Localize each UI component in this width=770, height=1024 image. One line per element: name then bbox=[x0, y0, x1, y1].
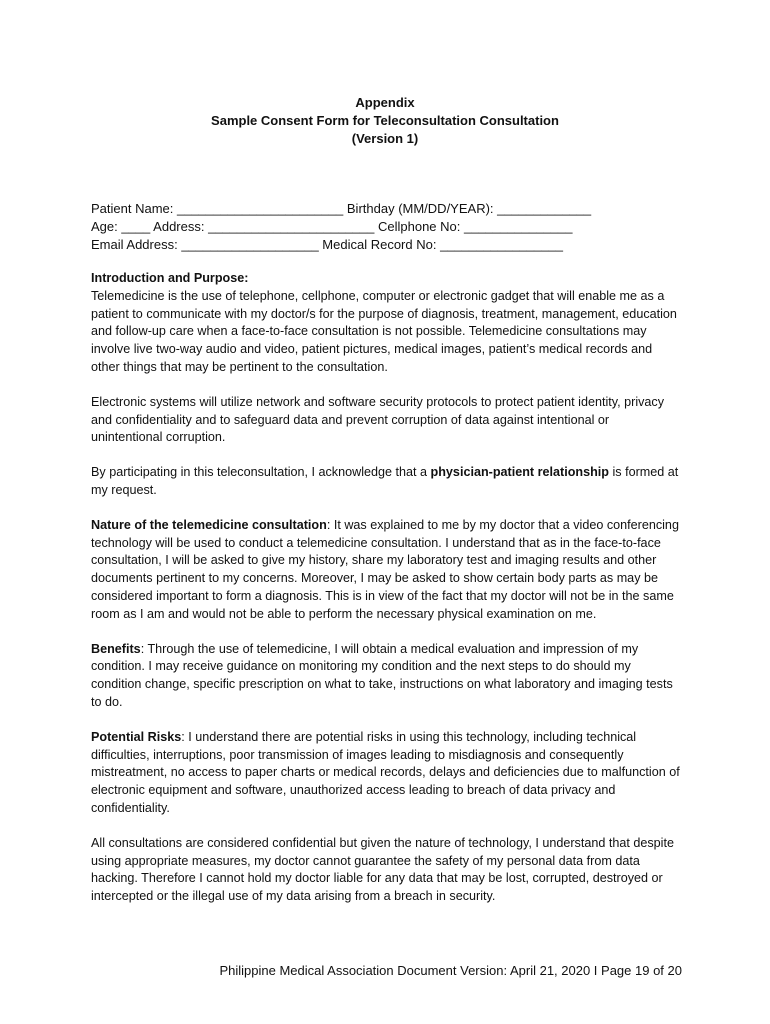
risks-text: : I understand there are potential risks in using this technology, including technical difficulties, interruptions, poor transmission of images leading to misdiagnosis and consequently mistreatment, no access to paper charts or medical records, delays and deficiencies due to malfunction of electronic equipment and software, unauthorized access leading to breach of data privacy and confidentiality. bbox=[91, 729, 680, 815]
page-footer: Philippine Medical Association Document Version: April 21, 2020 I Page 19 of 20 bbox=[219, 963, 682, 978]
benefits-label: Benefits bbox=[91, 641, 141, 656]
version-label: (Version 1) bbox=[351, 131, 419, 146]
intro-p3-text-after: is formed at my request. bbox=[91, 465, 679, 497]
document-header bbox=[0, 94, 770, 148]
nature-paragraph bbox=[91, 517, 681, 624]
appendix-heading: Appendix bbox=[355, 95, 415, 110]
patient-info-fields bbox=[91, 200, 691, 254]
benefits-paragraph bbox=[91, 641, 681, 712]
intro-heading: Introduction and Purpose: bbox=[91, 271, 249, 285]
nature-label: Nature of the telemedicine consultation bbox=[91, 517, 327, 532]
physician-patient-relationship-term: physician-patient relationship bbox=[430, 465, 609, 480]
email-record-row: Email Address: ___________________ Medical Record No: _________________ bbox=[91, 237, 563, 252]
confidentiality-paragraph: All consultations are considered confidential but given the nature of technology, I understand that despite using appropriate measures, my doctor cannot guarantee the safety of my personal data from data hacking. Therefore I cannot hold my doctor liable for any data that may be lost, corrupted, destroyed or intercepted or the illegal use of my data arising from a breach in security. bbox=[91, 835, 674, 904]
document-body bbox=[91, 270, 681, 923]
intro-paragraph-1: Telemedicine is the use of telephone, cellphone, computer or electronic gadget that will enable me as a patient to communicate with my doctor/s for the purpose of diagnosis, treatment, management, education and follow-up care when a face-to-face consultation is not possible. Telemedicine consultations may involve live two-way audio and video, patient pictures, medical images, patient’s medical records and other things that may be pertinent to the consultation. bbox=[91, 288, 677, 374]
intro-paragraph-3 bbox=[91, 464, 681, 500]
nature-text: : It was explained to me by my doctor that a video conferencing technology will be used to conduct a telemedicine consultation. I understand that as in the face-to-face consultation, I will be asked to give my history, share my laboratory test and imaging results and other documents pertinent to my concerns. Moreover, I may be asked to show certain body parts as may be considered important to form a diagnosis. This is in view of the fact that my doctor will not be in the same room as I am and would not be able to perform the necessary physical examination on me. bbox=[91, 517, 679, 621]
form-title: Sample Consent Form for Teleconsultation Consultation bbox=[211, 113, 559, 128]
risks-label: Potential Risks bbox=[91, 729, 182, 744]
age-address-cellphone-row: Age: ____ Address: _______________________ Cellphone No: _______________ bbox=[91, 219, 573, 234]
patient-name-birthday-row: Patient Name: _______________________ Birthday (MM/DD/YEAR): _____________ bbox=[91, 201, 592, 216]
intro-paragraph-2: Electronic systems will utilize network and software security protocols to protect patient identity, privacy and confidentiality and to safeguard data and prevent corruption of data against intentional or unintentional corruption. bbox=[91, 394, 665, 445]
benefits-text: : Through the use of telemedicine, I will obtain a medical evaluation and impression of my condition. I may receive guidance on monitoring my condition and the next steps to do should my condition change, specific prescription on what to take, instructions on what laboratory and imaging tests to do. bbox=[91, 641, 673, 709]
intro-p3-text-before: By participating in this teleconsultation, I acknowledge that a bbox=[91, 465, 431, 480]
risks-paragraph bbox=[91, 729, 681, 818]
